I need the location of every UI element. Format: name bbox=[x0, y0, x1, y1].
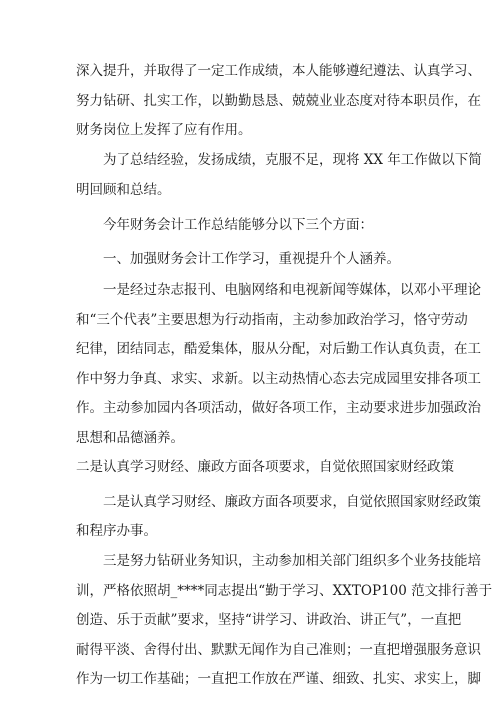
text-line: 财务岗位上发挥了应有作用。 bbox=[76, 122, 252, 138]
text-line: 二是认真学习财经、廉政方面各项要求，自觉依照国家财经政策 bbox=[103, 494, 481, 510]
text-line: 深入提升，并取得了一定工作成绩，本人能够遵纪遵法、认真学习、 bbox=[76, 63, 481, 79]
text-line: 今年财务会计工作总结能够分以下三个方面： bbox=[103, 217, 373, 233]
text-line: 作中努力争真、求实、求新。以主动热情心态去完成园里安排各项工 bbox=[76, 371, 481, 387]
text-line: 一是经过杂志报刊、电脑网络和电视新闻等媒体，以邓小平理论 bbox=[103, 282, 481, 298]
text-line: 耐得平淡、舍得付出、默默无闻作为自己准则；一直把增强服务意识 bbox=[76, 642, 481, 658]
text-line: 作为一切工作基础；一直把工作放在严谨、细致、扎实、求实上，脚 bbox=[76, 671, 481, 687]
text-line: 明回顾和总结。 bbox=[76, 182, 171, 198]
text-line: 和程序办事。 bbox=[76, 523, 157, 539]
text-line: 二是认真学习财经、廉政方面各项要求，自觉依照国家财经政策 bbox=[76, 459, 454, 475]
text-line: 创造、乐于贡献”要求，坚持“讲学习、讲政治、讲正气”，一直把 bbox=[76, 612, 462, 628]
text-line: 为了总结经验，发扬成绩，克服不足，现将 XX 年工作做以下简 bbox=[103, 152, 482, 168]
text-line: 训，严格依照胡_****同志提出“勤于学习、XXTOP100 范文排行善于 bbox=[76, 583, 493, 599]
section-heading: 一、加强财务会计工作学习，重视提升个人涵养。 bbox=[103, 251, 400, 267]
text-line: 三是努力钻研业务知识，主动参加相关部门组织多个业务技能培 bbox=[103, 553, 481, 569]
text-line: 努力钻研、扎实工作，以勤勤恳恳、兢兢业业态度对待本职员作，在 bbox=[76, 93, 481, 109]
text-line: 思想和品德涵养。 bbox=[76, 430, 184, 446]
text-line: 作。主动参加园内各项活动，做好各项工作，主动要求进步加强政治 bbox=[76, 400, 481, 416]
text-line: 和“三个代表”主要思想为行动指南，主动参加政治学习，恪守劳动 bbox=[76, 312, 468, 328]
text-line: 纪律，团结同志，酷爱集体，服从分配，对后勤工作认真负责，在工 bbox=[76, 341, 481, 357]
